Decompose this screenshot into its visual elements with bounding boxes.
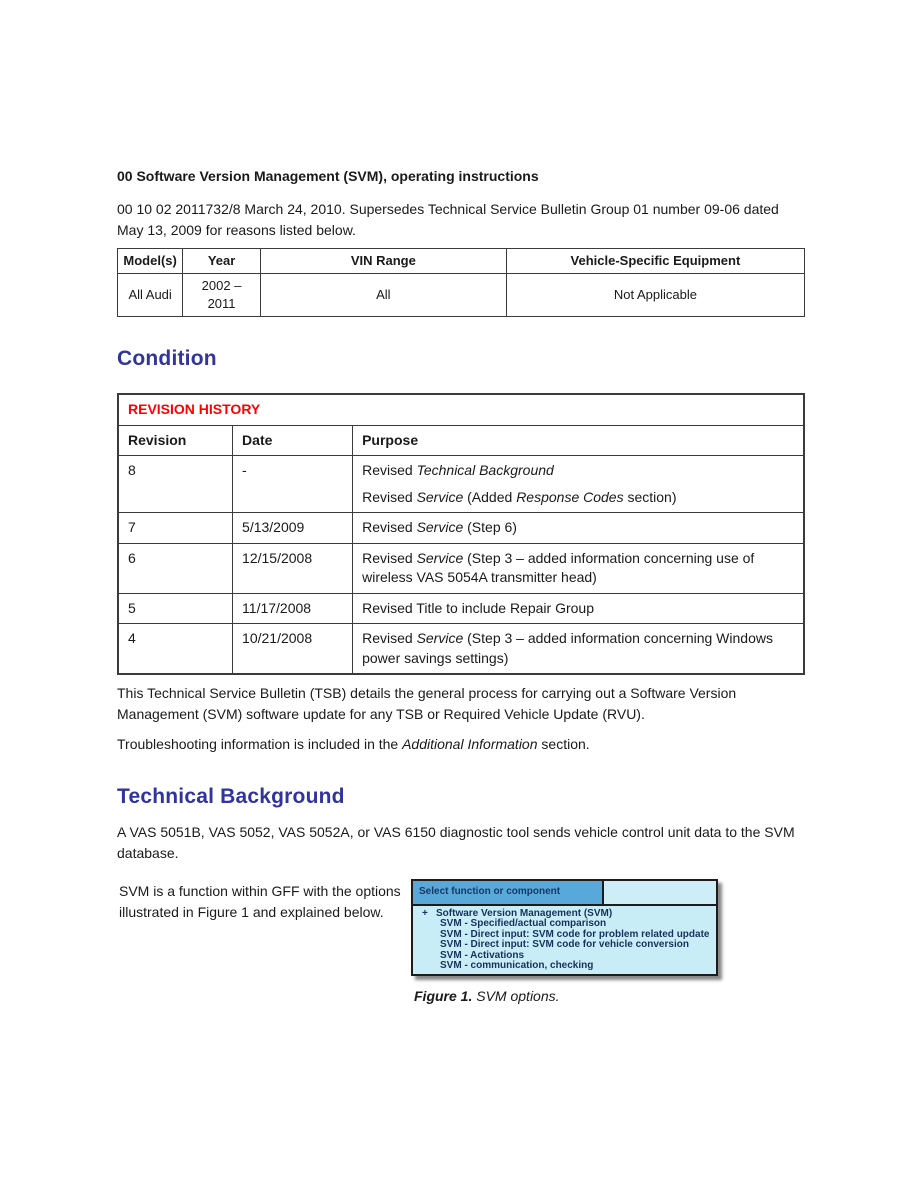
condition-paragraph-1: This Technical Service Bulletin (TSB) details the general process for carrying out a Software Version Management (SVM) software update for any TSB or Required Vehicle Update (RVU).: [117, 685, 737, 722]
purpose-line: Revised Service (Step 3 – added information concerning Windows power savings settings): [362, 630, 773, 666]
intro-paragraph: 00 10 02 2011732/8 March 24, 2010. Supersedes Technical Service Bulletin Group 01 number 09-06 dated May 13, 2009 for reasons listed below.: [117, 201, 779, 238]
header-cell-vin-range: VIN Range: [260, 249, 506, 274]
cell-date: -: [233, 456, 353, 513]
header-cell-date: Date: [233, 425, 353, 456]
cell-date: 12/15/2008: [233, 543, 353, 593]
select-function-tab: Select function or component: [413, 881, 604, 904]
cell-date: 5/13/2009: [233, 513, 353, 544]
cell-date: 11/17/2008: [233, 593, 353, 624]
cell-models: All Audi: [118, 274, 183, 317]
figure-section: [117, 879, 805, 1005]
document-title: 00 Software Version Management (SVM), operating instructions: [117, 168, 539, 184]
vehicle-applicability-table: [117, 248, 805, 317]
header-cell-revision: Revision: [118, 425, 233, 456]
screenshot-header-row: [413, 881, 716, 906]
revision-history-title-row: [118, 394, 804, 425]
cell-vin-range: All: [260, 274, 506, 317]
purpose-line: Revised Technical Background: [362, 462, 554, 478]
cell-revision: 7: [118, 513, 233, 544]
cell-purpose: [353, 624, 804, 675]
table-row: [118, 624, 804, 675]
cell-purpose: [353, 513, 804, 544]
table-row: [118, 513, 804, 544]
cell-purpose: [353, 593, 804, 624]
figure-column: [411, 879, 718, 1005]
table-row: [118, 593, 804, 624]
figure-intro-text: SVM is a function within GFF with the options illustrated in Figure 1 and explained below.: [119, 883, 401, 920]
cell-date: 10/21/2008: [233, 624, 353, 675]
cell-revision: 5: [118, 593, 233, 624]
cell-year: 2002 – 2011: [183, 274, 261, 317]
condition-heading: Condition: [117, 347, 217, 370]
table-row: [118, 543, 804, 593]
revision-table-header-row: [118, 425, 804, 456]
header-cell-models: Model(s): [118, 249, 183, 274]
condition-paragraph-2: Troubleshooting information is included in the Additional Information section.: [117, 736, 590, 752]
list-item-activations: SVM - Activations: [440, 949, 525, 961]
purpose-line: Revised Service (Step 6): [362, 519, 517, 535]
list-item-label: Software Version Management (SVM): [436, 908, 613, 919]
svm-options-screenshot: [411, 879, 718, 976]
cell-equipment: Not Applicable: [506, 274, 804, 317]
screenshot-header-spacer: [604, 881, 716, 904]
header-cell-year: Year: [183, 249, 261, 274]
revision-history-title: REVISION HISTORY: [118, 394, 804, 425]
figure-caption: Figure 1. SVM options.: [414, 988, 560, 1005]
technical-paragraph: A VAS 5051B, VAS 5052, VAS 5052A, or VAS 6150 diagnostic tool sends vehicle control unit data to the SVM database.: [117, 824, 795, 861]
cell-purpose: [353, 543, 804, 593]
technical-background-heading: Technical Background: [117, 785, 345, 808]
list-item-direct-input-problem: SVM - Direct input: SVM code for problem related update: [440, 928, 710, 940]
header-cell-purpose: Purpose: [353, 425, 804, 456]
vehicle-table-header-row: [118, 249, 805, 274]
table-row: [118, 274, 805, 317]
cell-revision: 6: [118, 543, 233, 593]
cell-revision: 4: [118, 624, 233, 675]
expand-plus-icon: +: [422, 908, 428, 919]
list-item-direct-input-conversion: SVM - Direct input: SVM code for vehicle conversion: [440, 939, 689, 951]
cell-revision: 8: [118, 456, 233, 513]
svm-options-list: [413, 906, 716, 974]
revision-history-table: [117, 393, 805, 675]
list-item-specified-actual: SVM - Specified/actual comparison: [440, 918, 607, 930]
table-row: [118, 456, 804, 513]
header-cell-equipment: Vehicle-Specific Equipment: [506, 249, 804, 274]
cell-purpose: [353, 456, 804, 513]
purpose-line: Revised Title to include Repair Group: [362, 599, 594, 616]
purpose-line: Revised Service (Added Response Codes section): [362, 488, 677, 505]
purpose-line: Revised Service (Step 3 – added information concerning use of wireless VAS 5054A transmitter head): [362, 549, 755, 585]
list-item-communication-checking: SVM - communication, checking: [440, 960, 594, 972]
